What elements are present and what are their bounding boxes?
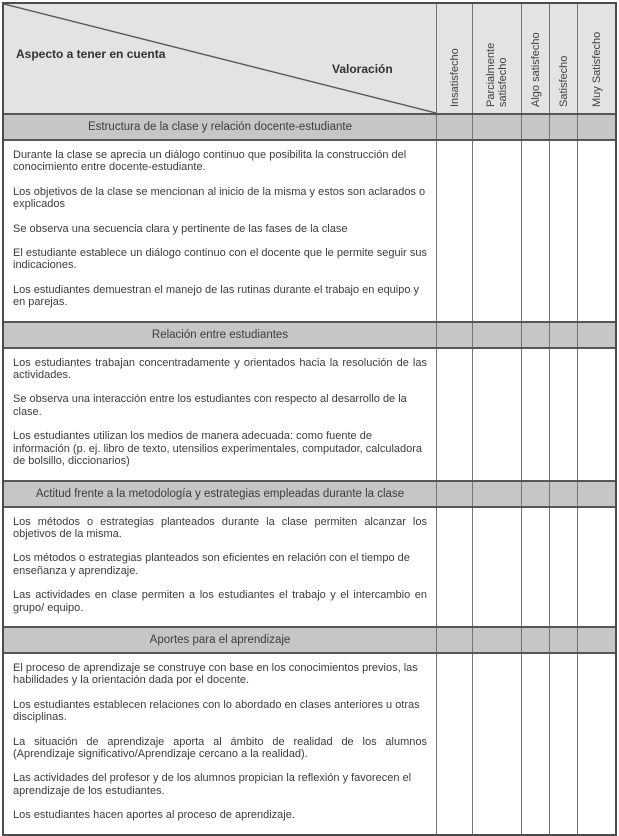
criterion-text: Los estudiantes trabajan concentradamente y orientados hacia la resolución de las actividades. xyxy=(13,356,427,382)
section-band-cell xyxy=(549,482,577,506)
section-band-cell xyxy=(521,482,549,506)
criterion-text: Los estudiantes demuestran el manejo de las rutinas durante el trabajo en equipo y en parejas. xyxy=(13,283,420,309)
rating-cell[interactable] xyxy=(472,654,521,834)
section-band-cell xyxy=(472,115,521,139)
section-title: Estructura de la clase y relación docente-estudiante xyxy=(4,115,436,139)
rating-cell[interactable] xyxy=(436,508,472,626)
rating-cell[interactable] xyxy=(549,508,577,626)
rating-cell[interactable] xyxy=(549,141,577,321)
aspect-valuation-header-cell xyxy=(4,4,436,113)
rating-cell[interactable] xyxy=(521,654,549,834)
rating-cell[interactable] xyxy=(472,141,521,321)
criterion-text: Los estudiantes hacen aportes al proceso de aprendizaje. xyxy=(13,809,295,822)
rating-cell[interactable] xyxy=(577,141,615,321)
criteria-list xyxy=(4,654,436,834)
rating-cell[interactable] xyxy=(436,141,472,321)
col-header-label: Parcialmente satisfecho xyxy=(485,42,509,107)
section-header-relacion xyxy=(4,321,615,349)
section-band-cell xyxy=(521,628,549,652)
rating-cell[interactable] xyxy=(436,654,472,834)
col-header-label: Insatisfecho xyxy=(448,47,461,107)
aspect-header-label: Aspecto a tener en cuenta xyxy=(16,47,166,61)
evaluation-table xyxy=(2,2,617,836)
section-header-estructura xyxy=(4,113,615,141)
section-content-relacion xyxy=(4,349,615,480)
criterion-text: Las actividades en clase permiten a los estudiantes el trabajo y el intercambio en grupo/ equipo. xyxy=(13,589,427,614)
section-band-cell xyxy=(521,115,549,139)
rating-cell[interactable] xyxy=(436,349,472,480)
col-header-insatisfecho xyxy=(436,4,472,113)
criteria-list xyxy=(4,141,436,321)
criterion-text: Los estudiantes utilizan los medios de manera adecuada: como fuente de información (p. ej. libro de texto, utensilios experimentales, computador, calculadora de bolsillo, diccionarios) xyxy=(13,430,423,468)
col-header-label: Satisfecho xyxy=(557,55,570,107)
rating-cell[interactable] xyxy=(549,349,577,480)
section-band-cell xyxy=(549,323,577,347)
section-band-cell xyxy=(472,628,521,652)
rating-cell[interactable] xyxy=(472,508,521,626)
section-band-cell xyxy=(549,628,577,652)
criterion-text: El proceso de aprendizaje se construye con base en los conocimientos previos, las habilidades y la orientación dada por el docente. xyxy=(13,661,418,687)
section-title: Actitud frente a la metodología y estrategias empleadas durante la clase xyxy=(4,482,436,506)
criterion-text: El estudiante establece un diálogo continuo con el docente que le permite seguir sus indicaciones. xyxy=(13,247,427,272)
valuation-header-label: Valoración xyxy=(332,62,393,76)
rating-cell[interactable] xyxy=(577,349,615,480)
rating-cell[interactable] xyxy=(521,508,549,626)
criteria-list xyxy=(4,349,436,480)
section-band-cell xyxy=(577,115,615,139)
section-band-cell xyxy=(472,323,521,347)
section-header-actitud xyxy=(4,480,615,508)
section-band-cell xyxy=(472,482,521,506)
section-band-cell xyxy=(577,628,615,652)
section-content-actitud xyxy=(4,508,615,626)
section-header-aportes xyxy=(4,626,615,654)
criterion-text: Se observa una secuencia clara y pertinente de las fases de la clase xyxy=(13,222,348,235)
criterion-text: Durante la clase se aprecia un diálogo continuo que posibilita la construcción del conocimiento entre docente-estudiante. xyxy=(13,149,407,174)
section-band-cell xyxy=(436,628,472,652)
section-band-cell xyxy=(436,115,472,139)
section-band-cell xyxy=(549,115,577,139)
col-header-algo-satisfecho xyxy=(521,4,549,113)
col-header-parcialmente-satisfecho xyxy=(472,4,521,113)
table-header-row xyxy=(4,4,615,113)
section-band-cell xyxy=(436,482,472,506)
criterion-text: Los métodos o estrategias planteados durante la clase permiten alcanzar los objetivos de la misma. xyxy=(13,515,427,540)
criterion-text: La situación de aprendizaje aporta al ámbito de realidad de los alumnos (Aprendizaje significativo/Aprendizaje cercano a la realidad). xyxy=(13,735,427,760)
section-title: Relación entre estudiantes xyxy=(4,323,436,347)
col-header-muy-satisfecho xyxy=(577,4,615,113)
criterion-text: Los métodos o estrategias planteados son eficientes en relación con el tiempo de enseñanza y aprendizaje. xyxy=(13,552,410,577)
section-band-cell xyxy=(577,482,615,506)
section-band-cell xyxy=(577,323,615,347)
section-content-estructura xyxy=(4,141,615,321)
rating-cell[interactable] xyxy=(521,141,549,321)
criteria-list xyxy=(4,508,436,626)
rating-cell[interactable] xyxy=(472,349,521,480)
rating-cell[interactable] xyxy=(549,654,577,834)
section-title: Aportes para el aprendizaje xyxy=(4,628,436,652)
col-header-satisfecho xyxy=(549,4,577,113)
rating-cell[interactable] xyxy=(577,654,615,834)
criterion-text: Los objetivos de la clase se mencionan al inicio de la misma y estos son aclarados o explicados xyxy=(13,185,426,211)
col-header-label: Muy Satisfecho xyxy=(590,31,603,107)
criterion-text: Las actividades del profesor y de los alumnos propician la reflexión y favorecen el aprendizaje de los estudiantes. xyxy=(13,772,412,797)
rating-cell[interactable] xyxy=(577,508,615,626)
section-content-aportes xyxy=(4,654,615,834)
section-band-cell xyxy=(521,323,549,347)
col-header-label: Algo satisfecho xyxy=(529,31,542,107)
rating-cell[interactable] xyxy=(521,349,549,480)
criterion-text: Los estudiantes establecen relaciones con lo abordado en clases anteriores u otras disciplinas. xyxy=(13,698,420,724)
section-band-cell xyxy=(436,323,472,347)
criterion-text: Se observa una interacción entre los estudiantes con respecto al desarrollo de la clase. xyxy=(13,393,407,418)
